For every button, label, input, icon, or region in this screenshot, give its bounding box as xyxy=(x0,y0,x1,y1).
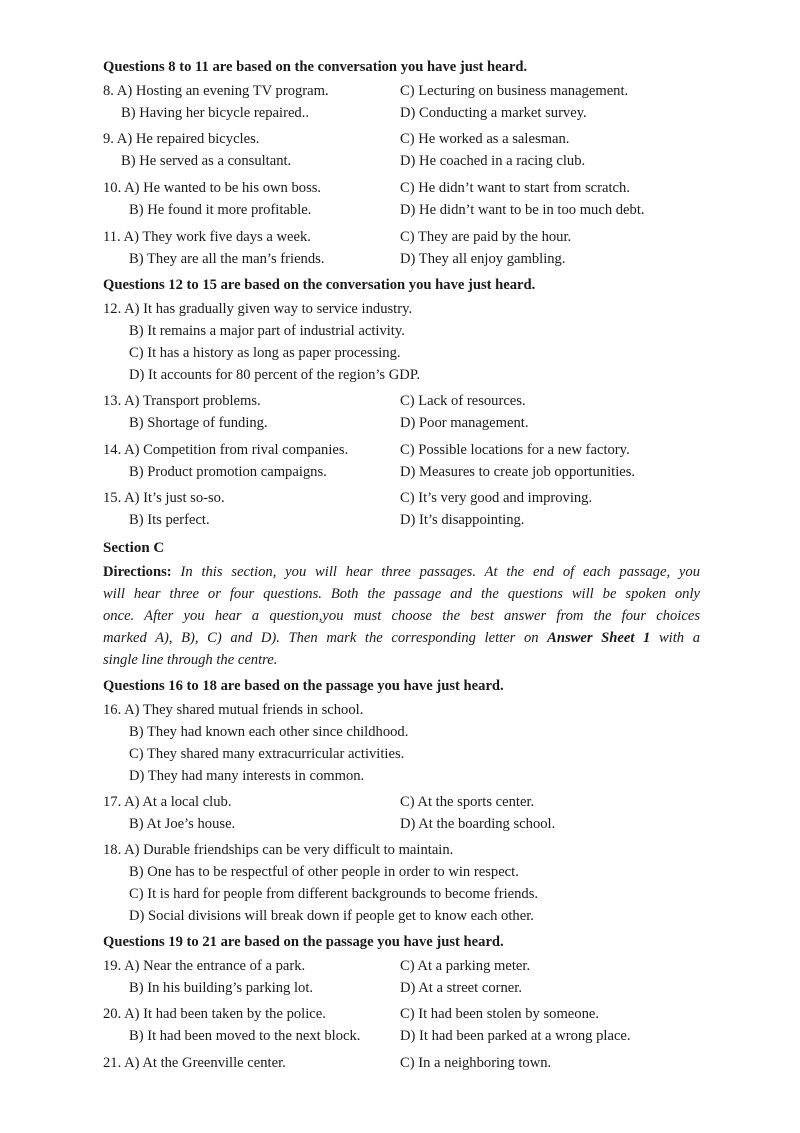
directions-line-4 xyxy=(103,627,700,649)
q14-option-b: B) Product promotion campaigns. xyxy=(129,464,327,480)
q8-option-c: C) Lecturing on business management. xyxy=(400,83,629,99)
q21-option-c: C) In a neighboring town. xyxy=(400,1055,552,1071)
q12-option-b: B) It remains a major part of industrial activity. xyxy=(129,323,405,339)
answer-sheet-label: Answer Sheet 1 xyxy=(547,630,651,646)
q12-option-a: 12. A) It has gradually given way to service industry. xyxy=(103,301,413,317)
group-header-12-15: Questions 12 to 15 are based on the conversation you have just heard. xyxy=(103,277,536,293)
group-header-16-18: Questions 16 to 18 are based on the passage you have just heard. xyxy=(103,678,504,694)
q10-option-d: D) He didn’t want to be in too much debt. xyxy=(400,202,645,218)
q11-option-c: C) They are paid by the hour. xyxy=(400,229,572,245)
q20-option-d: D) It had been parked at a wrong place. xyxy=(400,1028,631,1044)
group-header-8-11: Questions 8 to 11 are based on the conversation you have just heard. xyxy=(103,59,528,75)
q8-option-b: B) Having her bicycle repaired.. xyxy=(121,105,310,121)
q13-option-d: D) Poor management. xyxy=(400,415,529,431)
q9-option-c: C) He worked as a salesman. xyxy=(400,131,570,147)
q17-option-b: B) At Joe’s house. xyxy=(129,816,236,832)
section-c-title: Section C xyxy=(103,540,165,556)
q18-option-c: C) It is hard for people from different backgrounds to become friends. xyxy=(129,886,539,902)
q20-option-b: B) It had been moved to the next block. xyxy=(129,1028,361,1044)
q18-option-a: 18. A) Durable friendships can be very difficult to maintain. xyxy=(103,842,454,858)
q9-option-a: 9. A) He repaired bicycles. xyxy=(103,131,260,147)
directions-line-2: will hear three or four questions. Both the passage and the questions will be spoken only xyxy=(103,586,700,602)
directions-line-3: once. After you hear a question,you must choose the best answer from the four choices xyxy=(103,608,700,624)
q14-option-a: 14. A) Competition from rival companies. xyxy=(103,442,349,458)
q12-option-c: C) It has a history as long as paper processing. xyxy=(129,345,401,361)
directions-line-5: single line through the centre. xyxy=(103,652,278,668)
q16-option-b: B) They had known each other since childhood. xyxy=(129,724,409,740)
q19-option-a: 19. A) Near the entrance of a park. xyxy=(103,958,306,974)
q18-option-d: D) Social divisions will break down if people get to know each other. xyxy=(129,908,534,924)
q15-option-a: 15. A) It’s just so-so. xyxy=(103,490,225,506)
q8-option-a: 8. A) Hosting an evening TV program. xyxy=(103,83,329,99)
directions-label: Directions: xyxy=(103,564,172,580)
q17-option-d: D) At the boarding school. xyxy=(400,816,556,832)
directions-line-1 xyxy=(103,561,700,583)
q15-option-d: D) It’s disappointing. xyxy=(400,512,525,528)
directions-text-4b: with a xyxy=(658,630,700,646)
q18-option-b: B) One has to be respectful of other people in order to win respect. xyxy=(129,864,519,880)
q10-option-a: 10. A) He wanted to be his own boss. xyxy=(103,180,322,196)
q20-option-c: C) It had been stolen by someone. xyxy=(400,1006,599,1022)
q13-option-b: B) Shortage of funding. xyxy=(129,415,268,431)
q14-option-c: C) Possible locations for a new factory. xyxy=(400,442,630,458)
q19-option-d: D) At a street corner. xyxy=(400,980,522,996)
q17-option-a: 17. A) At a local club. xyxy=(103,794,232,810)
q21-option-a: 21. A) At the Greenville center. xyxy=(103,1055,286,1071)
q17-option-c: C) At the sports center. xyxy=(400,794,535,810)
q8-option-d: D) Conducting a market survey. xyxy=(400,105,587,121)
q10-option-c: C) He didn’t want to start from scratch. xyxy=(400,180,630,196)
q16-option-c: C) They shared many extracurricular activities. xyxy=(129,746,405,762)
q19-option-b: B) In his building’s parking lot. xyxy=(129,980,314,996)
q12-option-d: D) It accounts for 80 percent of the region’s GDP. xyxy=(129,367,420,383)
group-header-19-21: Questions 19 to 21 are based on the passage you have just heard. xyxy=(103,934,504,950)
q13-option-c: C) Lack of resources. xyxy=(400,393,526,409)
directions-text-4a: marked A), B), C) and D). Then mark the corresponding letter on xyxy=(103,630,539,646)
q11-option-a: 11. A) They work five days a week. xyxy=(103,229,311,245)
q16-option-d: D) They had many interests in common. xyxy=(129,768,365,784)
q9-option-b: B) He served as a consultant. xyxy=(121,153,292,169)
q19-option-c: C) At a parking meter. xyxy=(400,958,531,974)
q10-option-b: B) He found it more profitable. xyxy=(129,202,312,218)
q13-option-a: 13. A) Transport problems. xyxy=(103,393,261,409)
q9-option-d: D) He coached in a racing club. xyxy=(400,153,586,169)
q11-option-b: B) They are all the man’s friends. xyxy=(129,251,325,267)
q20-option-a: 20. A) It had been taken by the police. xyxy=(103,1006,326,1022)
q16-option-a: 16. A) They shared mutual friends in school. xyxy=(103,702,364,718)
q11-option-d: D) They all enjoy gambling. xyxy=(400,251,566,267)
directions-text-1: In this section, you will hear three passages. At the end of each passage, you xyxy=(180,564,700,580)
q14-option-d: D) Measures to create job opportunities. xyxy=(400,464,636,480)
q15-option-c: C) It’s very good and improving. xyxy=(400,490,593,506)
q15-option-b: B) Its perfect. xyxy=(129,512,210,528)
